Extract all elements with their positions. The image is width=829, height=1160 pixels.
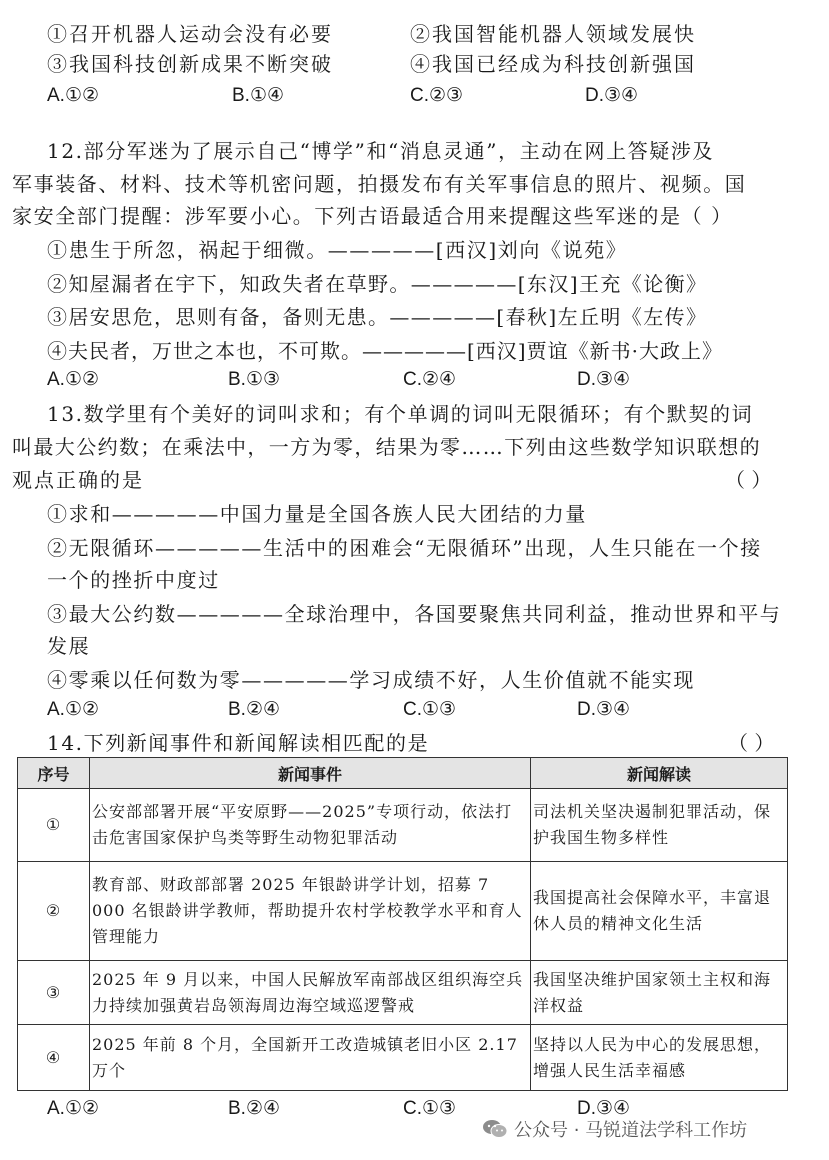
row-reading: 司法机关坚决遏制犯罪活动，保护我国生物多样性 (531, 789, 788, 862)
row-reading: 坚持以人民为中心的发展思想，增强人民生活幸福感 (531, 1025, 788, 1091)
row-event: 教育部、财政部部署 2025 年银龄讲学计划，招募 7 000 名银龄讲学教师，帮助提升农村学校教学水平和育人管理能力 (90, 862, 531, 961)
q12-stem-line-1: 12.部分军迷为了展示自己“博学”和“消息灵通”，主动在网上答疑涉及 (47, 139, 715, 163)
header-number: 序号 (18, 758, 90, 789)
q11-statement-3: ③我国科技创新成果不断突破 (47, 52, 333, 76)
q12-option-d: D.③④ (577, 369, 631, 390)
q13-statement-3: ③最大公约数—————全球治理中，各国要聚焦共同利益，推动世界和平与 (47, 602, 782, 626)
q13-answer-blank: （ ） (725, 468, 772, 492)
q12-option-b: B.①③ (228, 369, 281, 390)
row-event: 2025 年前 8 个月，全国新开工改造城镇老旧小区 2.17 万个 (90, 1025, 531, 1091)
q11-statement-1: ①召开机器人运动会没有必要 (47, 22, 333, 46)
q13-statement-2-cont: 一个的挫折中度过 (47, 568, 220, 592)
q12-statement-3: ③居安思危，思则有备，备则无患。—————[春秋]左丘明《左传》 (47, 305, 708, 329)
q13-option-a: A.①② (47, 699, 100, 720)
row-reading: 我国提高社会保障水平，丰富退休人员的精神文化生活 (531, 862, 788, 961)
row-reading: 我国坚决维护国家领土主权和海洋权益 (531, 961, 788, 1025)
q11-statement-2: ②我国智能机器人领域发展快 (410, 22, 696, 46)
q12-option-a: A.①② (47, 369, 100, 390)
row-event: 公安部部署开展“平安原野——2025”专项行动，依法打击危害国家保护鸟类等野生动物犯罪活动 (90, 789, 531, 862)
q13-stem-line-1: 13.数学里有个美好的词叫求和；有个单调的词叫无限循环；有个默契的词 (47, 402, 754, 426)
row-number: ① (18, 789, 90, 862)
q13-statement-2: ②无限循环—————生活中的困难会“无限循环”出现，人生只能在一个接 (47, 536, 762, 560)
q14-option-c: C.①③ (403, 1098, 457, 1119)
q12-statement-4: ④夫民者，万世之本也，不可欺。—————[西汉]贾谊《新书·大政上》 (47, 339, 723, 363)
q11-option-d: D.③④ (585, 85, 639, 106)
table-row (18, 862, 788, 961)
row-event: 2025 年 9 月以来，中国人民解放军南部战区组织海空兵力持续加强黄岩岛领海周边海空域巡逻警戒 (90, 961, 531, 1025)
table-row (18, 961, 788, 1025)
q13-option-d: D.③④ (577, 699, 631, 720)
q14-answer-blank: （ ） (728, 731, 775, 755)
q14-option-a: A.①② (47, 1098, 100, 1119)
q11-statement-4: ④我国已经成为科技创新强国 (410, 52, 696, 76)
table-header-row (18, 758, 788, 789)
q13-statement-3-cont: 发展 (47, 634, 91, 658)
news-table (17, 757, 788, 1091)
table-row (18, 1025, 788, 1091)
q14-option-b: B.②④ (228, 1098, 281, 1119)
q13-stem-line-2: 叫最大公约数；在乘法中，一方为零，结果为零……下列由这些数学知识联想的 (12, 435, 761, 459)
q13-option-c: C.①③ (403, 699, 457, 720)
q13-statement-4: ④零乘以任何数为零—————学习成绩不好，人生价值就不能实现 (47, 668, 695, 692)
q13-statement-1: ①求和—————中国力量是全国各族人民大团结的力量 (47, 502, 587, 526)
q13-option-b: B.②④ (228, 699, 281, 720)
row-number: ② (18, 862, 90, 961)
table-row (18, 789, 788, 862)
q11-option-a: A.①② (47, 85, 100, 106)
q12-stem-line-2: 军事装备、材料、技术等机密问题，拍摄发布有关军事信息的照片、视频。国 (12, 172, 747, 196)
row-number: ④ (18, 1025, 90, 1091)
q13-stem-line-3: 观点正确的是 (12, 468, 144, 492)
wechat-icon (482, 1119, 508, 1139)
q12-stem-line-3: 家安全部门提醒：涉军要小心。下列古语最适合用来提醒这些军迷的是（ ） (12, 204, 733, 228)
q12-option-c: C.②④ (403, 369, 457, 390)
watermark (482, 1115, 747, 1143)
row-number: ③ (18, 961, 90, 1025)
q11-option-b: B.①④ (232, 85, 285, 106)
q14-option-d: D.③④ (577, 1098, 631, 1119)
q12-statement-2: ②知屋漏者在宇下，知政失者在草野。—————[东汉]王充《论衡》 (47, 272, 708, 296)
header-event: 新闻事件 (90, 758, 531, 789)
q11-option-c: C.②③ (410, 85, 464, 106)
watermark-text: 公众号 · 马锐道法学科工作坊 (514, 1120, 748, 1141)
q12-statement-1: ①患生于所忽，祸起于细微。—————[西汉]刘向《说苑》 (47, 238, 628, 262)
header-reading: 新闻解读 (531, 758, 788, 789)
q14-stem: 14.下列新闻事件和新闻解读相匹配的是 (47, 731, 430, 755)
